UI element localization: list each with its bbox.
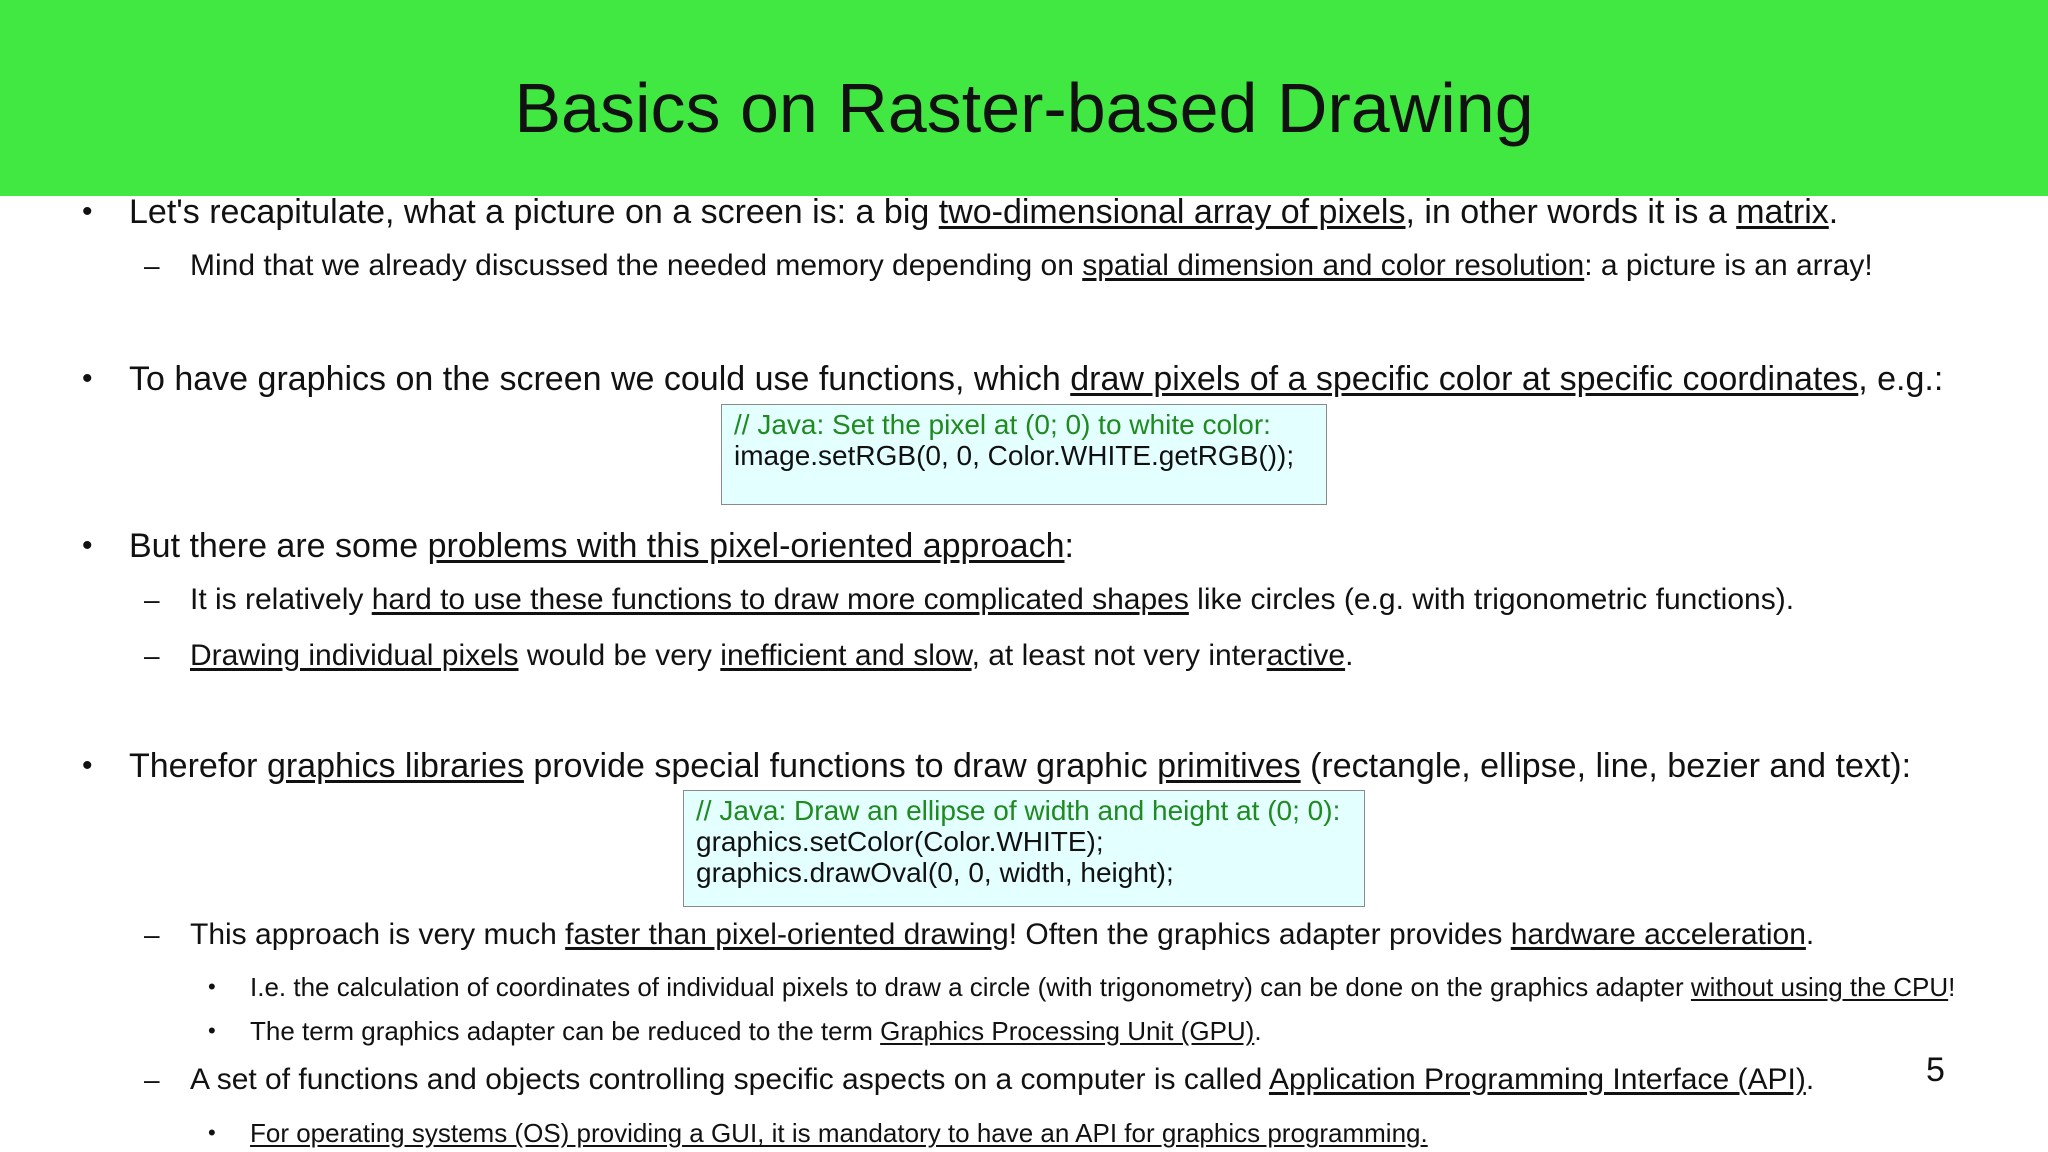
bullet-dot: • [82, 749, 93, 782]
code-line: graphics.drawOval(0, 0, width, height); [696, 857, 1174, 888]
bullet-dot: • [208, 1018, 216, 1043]
bullet-2-text: To have graphics on the screen we could use functions, which draw pixels of a specific color at specific coordinates, e.g.: [129, 360, 1944, 398]
bullet-dot: • [208, 1120, 216, 1145]
code-comment: // Java: Set the pixel at (0; 0) to white color: [734, 409, 1271, 440]
bullet-dot: • [82, 195, 93, 228]
code-box-2 [683, 790, 1365, 907]
bullet-3-sub2-text: Drawing individual pixels would be very inefficient and slow, at least not very interactive. [190, 639, 1354, 672]
bullet-4-sub1-text: This approach is very much faster than pixel-oriented drawing! Often the graphics adapter provides hardware acceleration. [190, 918, 1815, 951]
bullet-dot: • [82, 362, 93, 395]
bullet-4-text: Therefor graphics libraries provide special functions to draw graphic primitives (rectangle, ellipse, line, bezier and text): [129, 747, 1912, 785]
bullet-4-sub1-sub1-text: I.e. the calculation of coordinates of individual pixels to draw a circle (with trigonometry) can be done on the graphics adapter without using the CPU! [250, 972, 1956, 1002]
dash-marker: – [144, 584, 160, 615]
bullet-3-sub1-text: It is relatively hard to use these functions to draw more complicated shapes like circles (e.g. with trigonometric functions). [190, 583, 1795, 616]
bullet-3-text: But there are some problems with this pixel-oriented approach: [129, 527, 1074, 565]
code-box-1 [721, 404, 1327, 505]
dash-marker: – [144, 640, 160, 671]
bullet-1-sub-text: Mind that we already discussed the needed memory depending on spatial dimension and color resolution: a picture is an array! [190, 249, 1873, 282]
bullet-dot: • [208, 974, 216, 999]
dash-marker: – [144, 1064, 160, 1095]
dash-marker: – [144, 250, 160, 281]
bullet-4-sub2-sub1-text: For operating systems (OS) providing a GUI, it is mandatory to have an API for graphics programming. [250, 1118, 1428, 1148]
code-comment: // Java: Draw an ellipse of width and height at (0; 0): [696, 795, 1341, 826]
slide-title: Basics on Raster-based Drawing [514, 69, 1534, 147]
bullet-dot: • [82, 529, 93, 562]
code-line: image.setRGB(0, 0, Color.WHITE.getRGB()); [734, 440, 1295, 471]
bullet-4-sub1-sub2-text: The term graphics adapter can be reduced to the term Graphics Processing Unit (GPU). [250, 1016, 1262, 1046]
code-line: graphics.setColor(Color.WHITE); [696, 826, 1104, 857]
dash-marker: – [144, 919, 160, 950]
bullet-4-sub2-text: A set of functions and objects controlling specific aspects on a computer is called Application Programming Interface (API). [190, 1063, 1815, 1096]
page-number: 5 [1926, 1051, 1945, 1089]
bullet-1-text: Let's recapitulate, what a picture on a screen is: a big two-dimensional array of pixels, in other words it is a matrix. [129, 193, 1839, 231]
